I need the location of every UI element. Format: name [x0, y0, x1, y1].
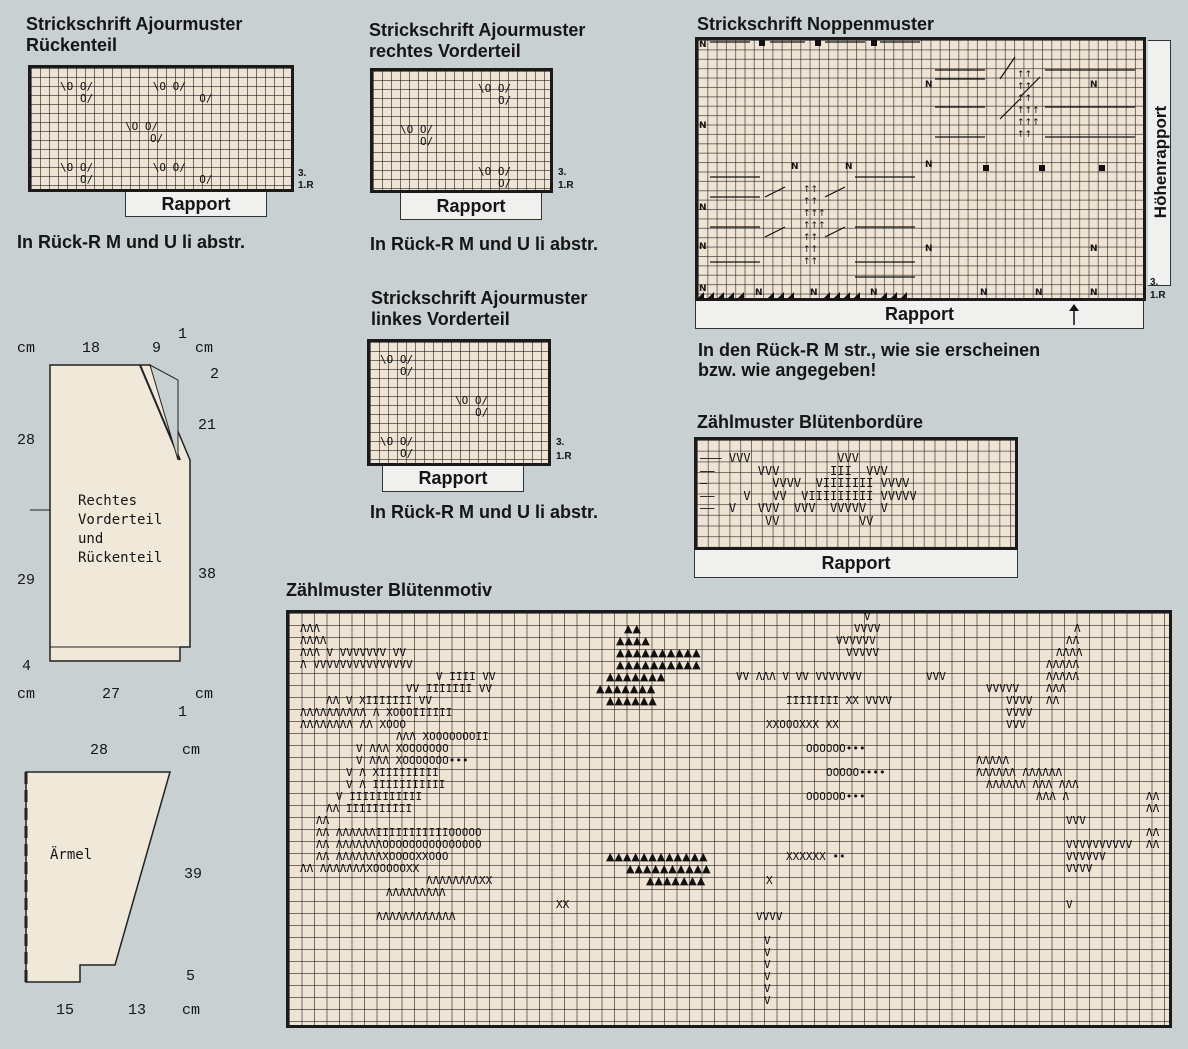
- svg-text:VVVVVV: VVVVVV: [836, 634, 876, 647]
- svg-text:ΛΛ: ΛΛ: [1146, 802, 1160, 815]
- svg-text:↑↑↑: ↑↑↑: [1017, 118, 1040, 128]
- sleeve-schema-shape: [20, 760, 203, 1000]
- front-unit-left: cm: [17, 340, 36, 357]
- front-label-4: Rückenteil: [78, 550, 163, 566]
- svg-text:V: V: [764, 982, 771, 995]
- ajour-right-title-1: Strickschrift Ajourmuster: [369, 20, 586, 40]
- ajour-left-symbols: O/: [475, 406, 489, 419]
- noppen-note-2: bzw. wie angegeben!: [698, 360, 877, 380]
- ajour-back-symbols: \O O/ \O O/: [60, 161, 186, 174]
- svg-text:N: N: [699, 203, 707, 213]
- svg-text:↑↑↑: ↑↑↑: [803, 221, 826, 231]
- ajour-left-symbols: O/: [400, 447, 414, 460]
- ajour-left-rows-label: 3.: [556, 437, 565, 448]
- ajour-left-note: In Rück-R M und U li abstr.: [370, 502, 599, 522]
- svg-text:↑↑: ↑↑: [803, 245, 819, 255]
- svg-text:VVVVVV: VVVVVV: [1066, 850, 1106, 863]
- svg-text:↑↑↑: ↑↑↑: [1017, 106, 1040, 116]
- svg-text:▲▲▲▲▲▲▲▲▲▲: ▲▲▲▲▲▲▲▲▲▲: [616, 658, 701, 671]
- ajour-back-title-2: Rückenteil: [26, 35, 118, 55]
- front-width-18: 18: [82, 340, 101, 357]
- svg-text:VVVVV: VVVVV: [986, 682, 1020, 695]
- svg-text:V: V: [864, 610, 871, 623]
- ajour-right-symbols: O/: [420, 135, 434, 148]
- svg-text:↑↑: ↑↑: [803, 185, 819, 195]
- front-height-21: 21: [198, 417, 217, 434]
- bordure-rapport: Rapport: [694, 550, 1018, 578]
- svg-text:ΛΛΛΛΛ: ΛΛΛΛΛ: [1046, 670, 1080, 683]
- ajour-left-symbols: O/: [400, 365, 414, 378]
- svg-text:ΛΛΛΛΛΛΛΛΛΛΛΛ: ΛΛΛΛΛΛΛΛΛΛΛΛ: [376, 910, 456, 923]
- motif-symbols: [286, 610, 1172, 1028]
- svg-text:V: V: [1066, 898, 1073, 911]
- svg-text:N: N: [1090, 80, 1098, 90]
- svg-text:ΛΛΛΛΛΛΛΛΛΛ Λ XOOOIIIIII: ΛΛΛΛΛΛΛΛΛΛ Λ XOOOIIIIII: [300, 706, 453, 719]
- svg-text:ΛΛΛ XOOOOOOOII: ΛΛΛ XOOOOOOOII: [396, 730, 489, 743]
- ajour-right-note: In Rück-R M und U li abstr.: [370, 234, 599, 254]
- svg-text:V ΛΛΛ XOOOOOOO: V ΛΛΛ XOOOOOOO: [356, 742, 449, 755]
- svg-text:▲▲▲▲▲▲▲: ▲▲▲▲▲▲▲: [646, 874, 706, 887]
- svg-text:ΛΛΛΛ: ΛΛΛΛ: [1056, 646, 1083, 659]
- ajour-back-symbols: O/: [150, 132, 164, 145]
- svg-text:VVVV: VVVV: [1006, 706, 1033, 719]
- ajour-right-symbols: \O O/: [478, 165, 512, 178]
- svg-text:OOOOOO•••: OOOOOO•••: [806, 790, 866, 803]
- svg-text:↑↑: ↑↑: [1017, 130, 1033, 140]
- svg-text:ΛΛ ΛΛΛΛΛΛIIIIIIIIIIIOOOOO: ΛΛ ΛΛΛΛΛΛIIIIIIIIIIIOOOOO: [316, 826, 482, 839]
- ajour-back-symbols: \O O/: [125, 120, 159, 133]
- ajour-left-symbols: \O O/: [380, 435, 414, 448]
- svg-text:V ΛΛΛ XOOOOOOO•••: V ΛΛΛ XOOOOOOO•••: [356, 754, 469, 767]
- svg-text:V: V: [764, 958, 771, 971]
- ajour-back-note: In Rück-R M und U li abstr.: [17, 232, 246, 252]
- front-unit-bottom-left: cm: [17, 686, 36, 703]
- svg-text:VVVV: VVVV: [1006, 694, 1033, 707]
- front-height-28: 28: [17, 432, 36, 449]
- svg-text:N: N: [925, 244, 933, 254]
- front-label-2: Vorderteil: [78, 512, 163, 528]
- svg-text:VVV: VVV: [1066, 814, 1086, 827]
- svg-text:V IIII VV: V IIII VV: [436, 670, 496, 683]
- ajour-left-symbols: \O O/: [455, 394, 489, 407]
- svg-text:VVVVV: VVVVV: [846, 646, 880, 659]
- noppen-title: Strickschrift Noppenmuster: [697, 14, 935, 34]
- svg-text:ΛΛΛΛΛΛΛΛXX: ΛΛΛΛΛΛΛΛXX: [426, 874, 493, 887]
- svg-text:N: N: [870, 288, 878, 298]
- sleeve-width-15: 15: [56, 1002, 75, 1019]
- svg-text:VVVVVVVVVV: VVVVVVVVVV: [1066, 838, 1133, 851]
- svg-text:▲▲▲▲▲▲: ▲▲▲▲▲▲: [606, 694, 657, 707]
- bordure-title: Zählmuster Blütenbordüre: [697, 412, 924, 432]
- svg-text:N: N: [925, 160, 933, 170]
- svg-text:ΛΛΛ V VVVVVVV VV: ΛΛΛ V VVVVVVV VV: [300, 646, 406, 659]
- svg-text:VVVV: VVVV: [854, 622, 881, 635]
- ajour-left-row-first: 1.R: [556, 451, 572, 462]
- svg-text:ΛΛ: ΛΛ: [1146, 838, 1160, 851]
- svg-text:ΛΛ: ΛΛ: [1046, 694, 1060, 707]
- noppen-arrow: [1066, 303, 1082, 327]
- svg-text:ΛΛ: ΛΛ: [316, 814, 330, 827]
- front-width-1: 1: [178, 326, 188, 343]
- ajour-left-title-2: linkes Vorderteil: [371, 309, 510, 329]
- svg-text:XXOOOXXX XX: XXOOOXXX XX: [766, 718, 839, 731]
- svg-text:V IIIIIIIIIII: V IIIIIIIIIII: [336, 790, 423, 803]
- svg-text:▲▲▲▲: ▲▲▲▲: [616, 634, 650, 647]
- front-unit-right: cm: [195, 340, 214, 357]
- svg-text:V: V: [764, 934, 771, 947]
- svg-text:N: N: [699, 121, 707, 131]
- sleeve-unit-top: cm: [182, 742, 201, 759]
- svg-text:ΛΛΛΛ: ΛΛΛΛ: [300, 634, 327, 647]
- svg-text:↑↑: ↑↑: [803, 233, 819, 243]
- svg-text:ΛΛΛΛΛΛ ΛΛΛΛΛΛ: ΛΛΛΛΛΛ ΛΛΛΛΛΛ: [976, 766, 1063, 779]
- ajour-right-symbols: \O O/: [478, 82, 512, 95]
- svg-text:N: N: [791, 162, 799, 172]
- svg-text:↑↑: ↑↑: [1017, 70, 1033, 80]
- ajour-right-symbols: O/: [498, 177, 512, 190]
- ajour-right-symbols: O/: [498, 94, 512, 107]
- svg-text:ΛΛ: ΛΛ: [1146, 826, 1160, 839]
- svg-text:ΛΛΛ: ΛΛΛ: [300, 622, 320, 635]
- ajour-right-grid: [370, 68, 553, 193]
- ajour-back-title-1: Strickschrift Ajourmuster: [26, 14, 243, 34]
- svg-text:VVVV: VVVV: [1066, 862, 1093, 875]
- svg-text:ΛΛ: ΛΛ: [1066, 634, 1080, 647]
- svg-text:ΛΛΛΛΛΛ ΛΛΛ ΛΛΛ: ΛΛΛΛΛΛ ΛΛΛ ΛΛΛ: [986, 778, 1079, 791]
- svg-text:ΛΛ ΛΛΛΛΛΛΛOOOOOOOOOOOOOOO: ΛΛ ΛΛΛΛΛΛΛOOOOOOOOOOOOOOO: [316, 838, 482, 851]
- svg-text:N: N: [699, 284, 707, 294]
- svg-text:N: N: [845, 162, 853, 172]
- svg-text:XX: XX: [556, 898, 570, 911]
- svg-text:VV ΛΛΛ V VV VVVVVVV: VV ΛΛΛ V VV VVVVVVV: [736, 670, 862, 683]
- front-label-1: Rechtes: [78, 493, 138, 509]
- svg-text:▲▲▲▲▲▲▲: ▲▲▲▲▲▲▲: [606, 670, 666, 683]
- front-bottom-width: 27: [102, 686, 121, 703]
- sleeve-unit-bottom: cm: [182, 1002, 201, 1019]
- ajour-right-title-2: rechtes Vorderteil: [369, 41, 521, 61]
- ajour-right-rows-label: 3.: [558, 167, 567, 178]
- svg-text:N: N: [1090, 244, 1098, 254]
- svg-text:ΛΛ V XIIIIIII VV: ΛΛ V XIIIIIII VV: [326, 694, 432, 707]
- ajour-left-symbols: \O O/: [380, 353, 414, 366]
- svg-text:Λ VVVVVVVVVVVVVVV: Λ VVVVVVVVVVVVVVV: [300, 658, 413, 671]
- noppen-row-first: 1.R: [1150, 290, 1166, 301]
- ajour-back-rapport: Rapport: [125, 192, 267, 217]
- svg-text:Λ: Λ: [1074, 622, 1081, 635]
- sleeve-bottom-small: 5: [186, 968, 196, 985]
- front-top-right-2: 2: [210, 366, 220, 383]
- ajour-back-symbols: \O O/ \O O/: [60, 80, 186, 93]
- svg-text:V Λ XIIIIIIIII: V Λ XIIIIIIIII: [346, 766, 439, 779]
- svg-text:ΛΛΛ: ΛΛΛ: [1046, 682, 1066, 695]
- svg-text:↑↑: ↑↑: [803, 197, 819, 207]
- svg-text:N: N: [980, 288, 988, 298]
- svg-text:N: N: [699, 242, 707, 252]
- svg-text:▲▲▲▲▲▲▲: ▲▲▲▲▲▲▲: [596, 682, 656, 695]
- svg-text:VV IIIIIII VV: VV IIIIIII VV: [406, 682, 493, 695]
- svg-text:▲▲▲▲▲▲▲▲▲▲▲▲: ▲▲▲▲▲▲▲▲▲▲▲▲: [606, 850, 708, 863]
- svg-text:X: X: [766, 874, 773, 887]
- front-width-9: 9: [152, 340, 162, 357]
- svg-text:ΛΛΛΛΛΛΛΛΛ: ΛΛΛΛΛΛΛΛΛ: [386, 886, 446, 899]
- noppen-height-rapport: Höhenrapport: [1151, 105, 1170, 219]
- ajour-right-symbols: \O O/: [400, 123, 434, 136]
- noppen-rapport: Rapport: [695, 301, 1144, 329]
- front-height-4: 4: [22, 658, 32, 675]
- svg-text:ΛΛ ΛΛΛΛΛΛΛXOOOOOXX: ΛΛ ΛΛΛΛΛΛΛXOOOOOXX: [300, 862, 420, 875]
- ajour-back-symbols: O/ O/: [80, 173, 213, 186]
- noppen-rows-label: 3.: [1150, 277, 1159, 288]
- svg-text:ΛΛ ΛΛΛΛΛΛΛXOOOOXXOOO: ΛΛ ΛΛΛΛΛΛΛXOOOOXXOOO: [316, 850, 449, 863]
- svg-text:N: N: [1035, 288, 1043, 298]
- svg-text:V: V: [764, 946, 771, 959]
- svg-text:ΛΛΛΛΛ: ΛΛΛΛΛ: [1046, 658, 1080, 671]
- svg-text:V: V: [764, 970, 771, 983]
- ajour-back-rows-label: 3.: [298, 168, 307, 179]
- svg-text:↑↑↑: ↑↑↑: [803, 209, 826, 219]
- front-height-38: 38: [198, 566, 217, 583]
- ajour-left-rapport: Rapport: [382, 466, 524, 492]
- front-unit-bottom-right: cm: [195, 686, 214, 703]
- ajour-right-rapport: Rapport: [400, 193, 542, 220]
- bordure-symbols: ——— VVV VVV —— VVV III VVV — VVVV VIIIIIII VVVV —— V VV VIIIIIIIII VVVVV —— V VVV VVV VVVVV V VV VV: [700, 451, 917, 528]
- sleeve-label: Ärmel: [50, 847, 93, 863]
- svg-text:↑↑: ↑↑: [1017, 82, 1033, 92]
- svg-text:V Λ IIIIIIIIIII: V Λ IIIIIIIIIII: [346, 778, 446, 791]
- svg-text:↑↑: ↑↑: [1017, 94, 1033, 104]
- motif-title: Zählmuster Blütenmotiv: [286, 580, 493, 600]
- svg-text:VVV: VVV: [926, 670, 946, 683]
- ajour-left-title-1: Strickschrift Ajourmuster: [371, 288, 588, 308]
- front-bottom-1: 1: [178, 704, 188, 721]
- noppen-marks: [695, 37, 1146, 301]
- svg-text:V: V: [764, 994, 771, 1007]
- ajour-back-symbols: O/ O/: [80, 92, 213, 105]
- svg-text:N: N: [810, 288, 818, 298]
- ajour-back-row-first: 1.R: [298, 180, 314, 191]
- svg-text:OOOOO••••: OOOOO••••: [826, 766, 886, 779]
- svg-text:VVV: VVV: [1006, 718, 1026, 731]
- svg-text:▲▲▲▲▲▲▲▲▲▲: ▲▲▲▲▲▲▲▲▲▲: [616, 646, 701, 659]
- ajour-right-chart: [369, 20, 669, 62]
- front-height-29: 29: [17, 572, 36, 589]
- sleeve-width-13: 13: [128, 1002, 147, 1019]
- svg-text:VVVV: VVVV: [756, 910, 783, 923]
- ajour-left-chart: [371, 288, 671, 330]
- svg-text:ΛΛ IIIIIIIIII: ΛΛ IIIIIIIIII: [326, 802, 413, 815]
- ajour-right-row-first: 1.R: [558, 180, 574, 191]
- noppen-note-1: In den Rück-R M str., wie sie erscheinen: [698, 340, 1041, 360]
- front-label-3: und: [78, 531, 104, 547]
- svg-text:OOOOOO•••: OOOOOO•••: [806, 742, 866, 755]
- svg-text:ΛΛΛΛΛΛΛΛ ΛΛ XOOO: ΛΛΛΛΛΛΛΛ ΛΛ XOOO: [300, 718, 406, 731]
- svg-text:ΛΛΛ Λ: ΛΛΛ Λ: [1036, 790, 1070, 803]
- svg-text:N: N: [755, 288, 763, 298]
- sleeve-top-width: 28: [90, 742, 109, 759]
- svg-text:▲▲: ▲▲: [624, 622, 641, 635]
- svg-text:N: N: [925, 80, 933, 90]
- svg-text:ΛΛΛΛΛ: ΛΛΛΛΛ: [976, 754, 1010, 767]
- svg-text:N: N: [699, 40, 707, 50]
- svg-text:XXXXXX ••: XXXXXX ••: [786, 850, 846, 863]
- svg-text:IIIIIIII XX VVVV: IIIIIIII XX VVVV: [786, 694, 892, 707]
- sleeve-height: 39: [184, 866, 203, 883]
- svg-text:▲▲▲▲▲▲▲▲▲▲: ▲▲▲▲▲▲▲▲▲▲: [626, 862, 711, 875]
- svg-text:ΛΛ: ΛΛ: [1146, 790, 1160, 803]
- svg-text:N: N: [1090, 288, 1098, 298]
- svg-text:↑↑: ↑↑: [803, 257, 819, 267]
